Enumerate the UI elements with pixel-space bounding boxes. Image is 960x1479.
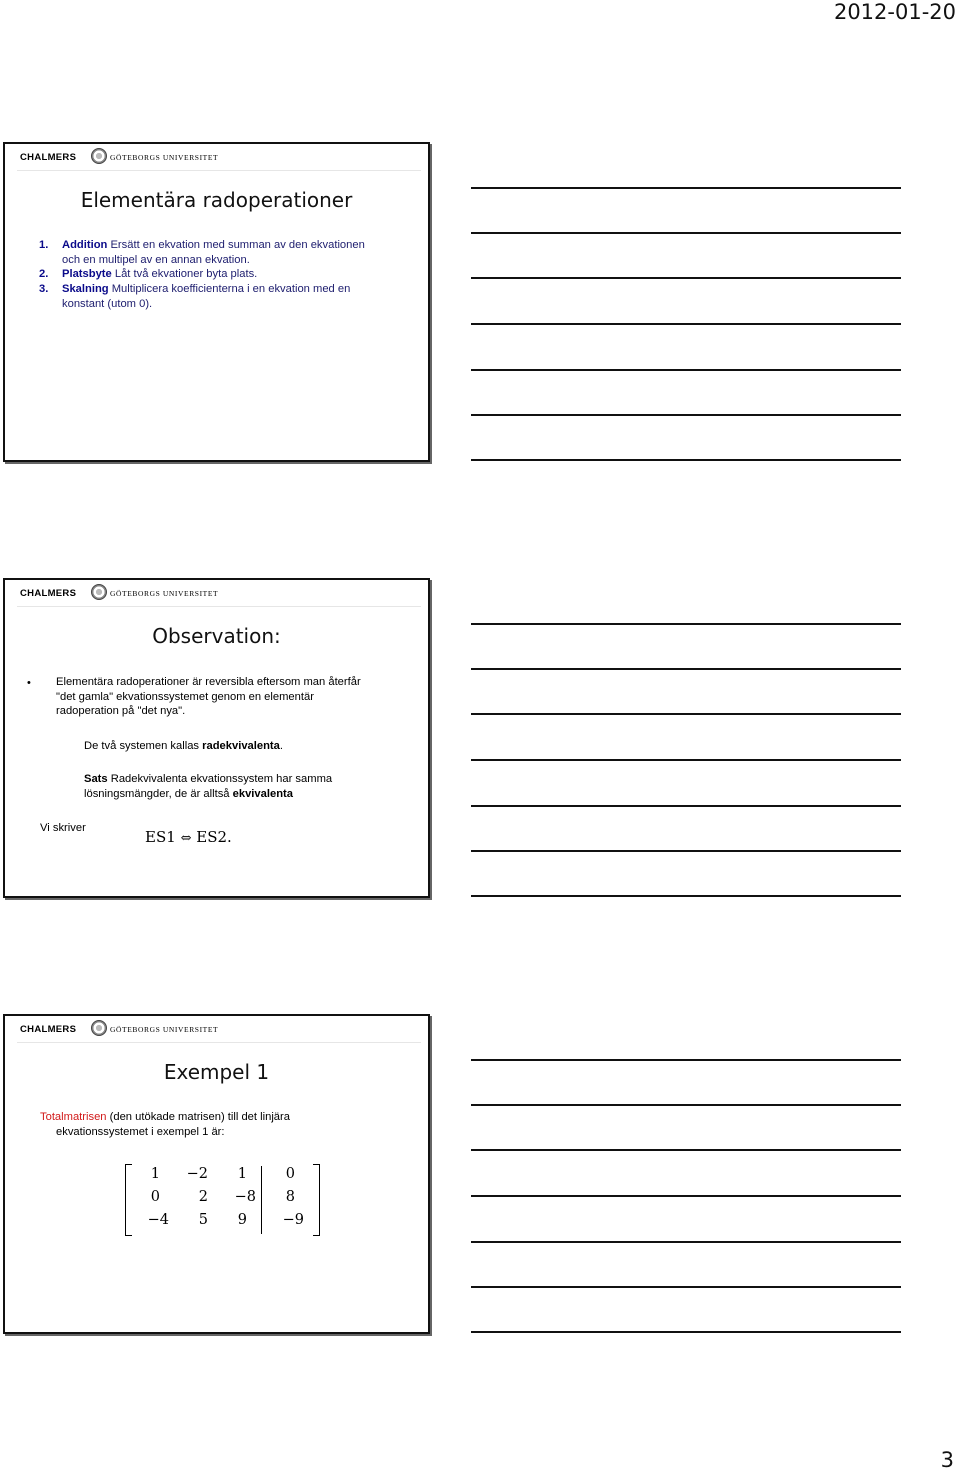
slide-title: Exempel 1 <box>163 1060 270 1084</box>
gu-logo: GÖTEBORGS UNIVERSITET <box>110 589 219 598</box>
chalmers-logo: CHALMERS <box>20 588 77 599</box>
note-line <box>471 805 901 807</box>
operation-description-cont: och en multipel av en annan ekvation. <box>62 253 250 266</box>
matrix-right-bracket <box>313 1164 320 1236</box>
note-line <box>471 369 901 371</box>
sats-line-1: Radekvivalenta ekvationssystem har samma <box>107 773 333 785</box>
observation-line: radoperation på "det nya". <box>56 705 186 717</box>
matrix-cell: 0 <box>285 1166 295 1182</box>
formula-left: ES1 <box>145 828 176 846</box>
note-line <box>471 277 901 279</box>
university-seal-icon <box>91 584 107 600</box>
augmented-matrix <box>125 1164 320 1236</box>
formula-right: ES2. <box>196 828 232 846</box>
operation-description-cont: konstant (utom 0). <box>62 297 153 310</box>
matrix-cell: −8 <box>234 1189 256 1205</box>
note-line <box>471 459 901 461</box>
gu-logo: GÖTEBORGS UNIVERSITET <box>110 153 219 162</box>
matrix-cell: −2 <box>186 1166 208 1182</box>
operation-text-1 <box>62 238 365 267</box>
note-line <box>471 713 901 715</box>
sentence-text: De två systemen kallas <box>84 740 203 752</box>
item-number: 3. <box>39 283 49 295</box>
sats-label: Sats <box>84 773 108 785</box>
note-line <box>471 1059 901 1061</box>
matrix-cell: 1 <box>150 1166 160 1182</box>
operation-description: Ersätt en ekvation med summan av den ekvationen <box>107 239 365 251</box>
note-line <box>471 232 901 234</box>
chalmers-logo: CHALMERS <box>20 1024 77 1035</box>
item-number: 2. <box>39 268 49 280</box>
note-line <box>471 1195 901 1197</box>
slide-3 <box>3 1014 430 1334</box>
matrix-cell: −4 <box>147 1212 169 1228</box>
matrix-cell: 1 <box>237 1166 247 1182</box>
chalmers-logo: CHALMERS <box>20 152 77 163</box>
note-line <box>471 623 901 625</box>
note-line <box>471 1241 901 1243</box>
observation-line: Elementära radoperationer är reversibla eftersom man återfår <box>56 676 361 688</box>
observation-text <box>56 675 361 719</box>
note-line <box>471 414 901 416</box>
page-number: 3 <box>940 1448 954 1472</box>
term-totalmatrisen: Totalmatrisen <box>40 1111 107 1123</box>
slide-logo-bar <box>17 584 421 607</box>
sentence-end: . <box>279 740 283 752</box>
note-line <box>471 187 901 189</box>
slide-logo-bar <box>17 1020 421 1043</box>
university-seal-icon <box>91 1020 107 1036</box>
page-date: 2012-01-20 <box>833 0 956 24</box>
matrix-cell: 9 <box>237 1212 247 1228</box>
slide-title: Observation: <box>152 624 281 648</box>
note-line <box>471 759 901 761</box>
operation-description: Multiplicera koefficienterna i en ekvation med en <box>108 283 351 295</box>
note-line <box>471 1149 901 1151</box>
note-line <box>471 1286 901 1288</box>
equivalence-arrow-icon: ⇔ <box>180 831 192 846</box>
matrix-cell: 0 <box>150 1189 160 1205</box>
operation-text-3 <box>62 282 350 311</box>
operation-text-2 <box>62 267 257 282</box>
vi-skriver-label: Vi skriver <box>40 822 86 834</box>
university-seal-icon <box>91 148 107 164</box>
equivalence-formula <box>145 828 232 846</box>
slide-logo-bar <box>17 148 421 171</box>
matrix-cell: 5 <box>198 1212 208 1228</box>
note-line <box>471 668 901 670</box>
note-line <box>471 895 901 897</box>
augmentation-bar <box>261 1166 262 1234</box>
note-line <box>471 1104 901 1106</box>
observation-line: "det gamla" ekvationssystemet genom en elementär <box>56 690 314 703</box>
radekvivalenta-sentence <box>84 739 283 754</box>
operation-name: Platsbyte <box>62 268 112 280</box>
sats-text <box>84 772 332 801</box>
note-line <box>471 323 901 325</box>
operation-item-3 <box>39 282 48 297</box>
bullet-icon: • <box>27 677 31 689</box>
matrix-cell: 8 <box>285 1189 295 1205</box>
slide-2 <box>3 578 430 898</box>
note-line <box>471 1331 901 1333</box>
operation-name: Skalning <box>62 283 109 295</box>
operation-name: Addition <box>62 239 108 251</box>
item-number: 1. <box>39 239 49 251</box>
example-text-rest: (den utökade matrisen) till det linjära <box>106 1111 290 1123</box>
example-text-line-2: ekvationssystemet i exempel 1 är: <box>56 1125 225 1138</box>
gu-logo: GÖTEBORGS UNIVERSITET <box>110 1025 219 1034</box>
matrix-cell: −9 <box>282 1212 304 1228</box>
slide-1 <box>3 142 430 462</box>
matrix-cell: 2 <box>198 1189 208 1205</box>
slide-title: Elementära radoperationer <box>80 188 353 212</box>
term-ekvivalenta: ekvivalenta <box>232 787 293 800</box>
operation-item-2 <box>39 267 48 282</box>
example-text <box>40 1110 290 1139</box>
note-line <box>471 850 901 852</box>
sats-line-2: lösningsmängder, de är alltså <box>84 787 233 800</box>
operation-description: Låt två ekvationer byta plats. <box>111 268 258 280</box>
term-radekvivalenta: radekvivalenta <box>202 740 280 752</box>
operation-item-1 <box>39 238 48 253</box>
